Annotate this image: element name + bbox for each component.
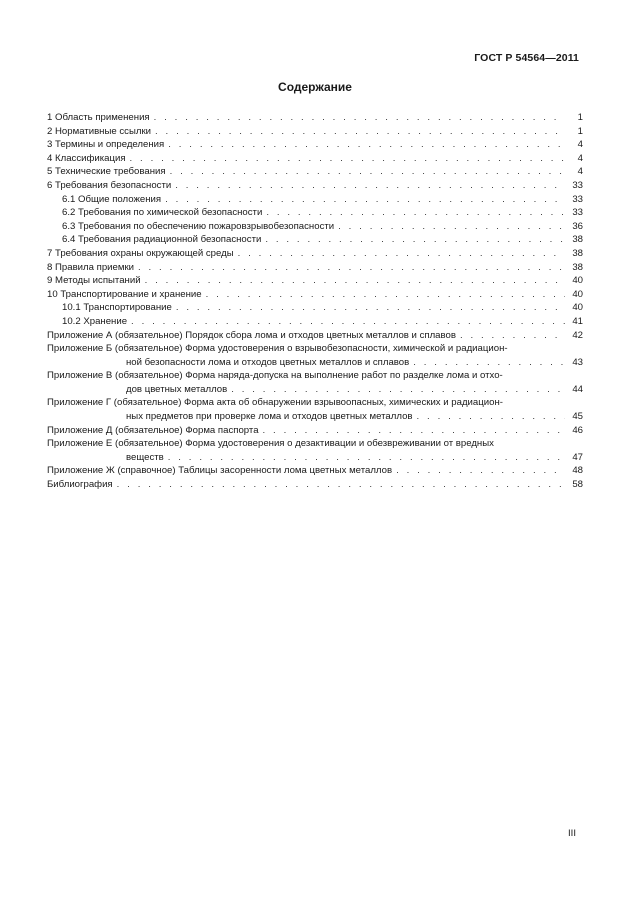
toc-entry-label: Библиография [47, 479, 113, 491]
leader-dots [138, 261, 565, 275]
toc-entry-page: 4 [577, 139, 583, 151]
toc-entry[interactable] [47, 369, 583, 383]
toc-entry-label: 6.3 Требования по обеспечению пожаровзрывобезопасности [62, 220, 335, 232]
toc-subentry[interactable] [47, 315, 583, 329]
toc-entry-page: 40 [572, 288, 583, 300]
toc-entry-page: 33 [572, 207, 583, 219]
page-number: III [568, 828, 576, 839]
toc-entry-page: 48 [572, 465, 583, 477]
table-of-contents [47, 111, 583, 492]
toc-entry[interactable] [47, 179, 583, 193]
toc-entry-page: 1 [577, 125, 583, 137]
toc-entry-continuation[interactable] [47, 451, 583, 465]
leader-dots [165, 193, 565, 207]
toc-entry-label: Приложение Г (обязательное) Форма акта об обнаружении взрывоопасных, химических и радиацион- [47, 397, 503, 409]
toc-entry-page: 44 [572, 383, 583, 395]
toc-entry-page: 4 [577, 152, 583, 164]
toc-entry[interactable] [47, 274, 583, 288]
toc-entry[interactable] [47, 165, 583, 179]
toc-subentry[interactable] [47, 220, 583, 234]
toc-entry-continuation[interactable] [47, 410, 583, 424]
toc-entry-label: Приложение Е (обязательное) Форма удостоверения о дезактивации и обезвреживании от вредных [47, 438, 494, 450]
toc-entry-label: 8 Правила приемки [47, 261, 134, 273]
toc-entry-page: 33 [572, 193, 583, 205]
toc-entry-page: 33 [572, 179, 583, 191]
toc-entry[interactable] [47, 424, 583, 438]
leader-dots [338, 220, 565, 234]
toc-entry-label: Приложение Ж (справочное) Таблицы засоренности лома цветных металлов [47, 465, 393, 477]
toc-entry-page: 38 [572, 247, 583, 259]
toc-entry-label: 10.2 Хранение [62, 315, 128, 327]
toc-entry-label-continuation: ных предметов при проверке лома и отходов цветных металлов [126, 411, 413, 423]
toc-entry-label: 1 Область применения [47, 112, 150, 123]
leader-dots [175, 179, 565, 193]
toc-entry-page: 38 [572, 234, 583, 246]
toc-entry-label: 6.2 Требования по химической безопасности [62, 207, 263, 219]
toc-entry-label: 2 Нормативные ссылки [47, 125, 152, 137]
toc-entry-label: Приложение Б (обязательное) Форма удостоверения о взрывобезопасности, химической и радиацион- [47, 343, 508, 355]
toc-entry-label: 6.4 Требования радиационной безопасности [62, 234, 262, 246]
toc-entry-label: Приложение В (обязательное) Форма наряда-допуска на выполнение работ по разделке лома и отхо- [47, 370, 503, 382]
leader-dots [263, 424, 565, 438]
toc-subentry[interactable] [47, 206, 583, 220]
toc-entry-label: 9 Методы испытаний [47, 275, 141, 287]
toc-entry[interactable] [47, 288, 583, 302]
toc-entry-page: 4 [577, 166, 583, 178]
leader-dots [168, 138, 565, 152]
toc-entry-label: 6.1 Общие положения [62, 193, 162, 205]
toc-entry-page: 58 [572, 479, 583, 491]
toc-entry-label: 10.1 Транспортирование [62, 302, 172, 314]
toc-entry-label: 3 Термины и определения [47, 139, 165, 151]
leader-dots [396, 464, 565, 478]
standard-code: ГОСТ Р 54564—2011 [474, 52, 579, 64]
leader-dots [413, 356, 565, 370]
toc-entry-page: 46 [572, 424, 583, 436]
leader-dots [206, 288, 565, 302]
toc-entry[interactable] [47, 437, 583, 451]
toc-entry-page: 42 [572, 329, 583, 341]
leader-dots [170, 165, 565, 179]
toc-entry[interactable] [47, 138, 583, 152]
toc-entry[interactable] [47, 478, 583, 492]
toc-entry[interactable] [47, 111, 583, 125]
toc-entry-label: Приложение А (обязательное) Порядок сбора лома и отходов цветных металлов и сплавов [47, 329, 456, 341]
toc-entry-continuation[interactable] [47, 356, 583, 370]
leader-dots [231, 383, 565, 397]
leader-dots [168, 451, 565, 465]
toc-entry[interactable] [47, 396, 583, 410]
toc-entry[interactable] [47, 329, 583, 343]
leader-dots [154, 111, 565, 125]
toc-entry-label: 4 Классификация [47, 152, 126, 164]
toc-entry-page: 40 [572, 302, 583, 314]
page-title: Содержание [278, 80, 352, 94]
leader-dots [265, 233, 565, 247]
toc-subentry[interactable] [47, 233, 583, 247]
toc-entry-continuation[interactable] [47, 383, 583, 397]
toc-entry[interactable] [47, 125, 583, 139]
toc-entry-label-continuation: ной безопасности лома и отходов цветных металлов и сплавов [126, 356, 410, 368]
toc-entry[interactable] [47, 152, 583, 166]
leader-dots [417, 410, 565, 424]
leader-dots [460, 329, 565, 343]
toc-entry-label-continuation: дов цветных металлов [126, 383, 228, 395]
toc-entry-label: 7 Требования охраны окружающей среды [47, 247, 234, 259]
toc-entry-label: Приложение Д (обязательное) Форма паспорта [47, 424, 259, 436]
leader-dots [131, 315, 565, 329]
toc-entry[interactable] [47, 464, 583, 478]
leader-dots [145, 274, 565, 288]
leader-dots [155, 125, 565, 139]
toc-entry-page: 40 [572, 275, 583, 287]
leader-dots [266, 206, 565, 220]
toc-subentry[interactable] [47, 301, 583, 315]
toc-entry[interactable] [47, 247, 583, 261]
leader-dots [238, 247, 565, 261]
toc-entry-page: 47 [572, 451, 583, 463]
toc-subentry[interactable] [47, 193, 583, 207]
toc-entry-label: 6 Требования безопасности [47, 179, 172, 191]
leader-dots [117, 478, 565, 492]
toc-entry-label: 10 Транспортирование и хранение [47, 288, 202, 300]
toc-entry-page: 38 [572, 261, 583, 273]
toc-entry-page: 41 [572, 315, 583, 327]
toc-entry-page: 36 [572, 220, 583, 232]
toc-entry-label-continuation: веществ [126, 451, 164, 463]
leader-dots [176, 301, 565, 315]
leader-dots [130, 152, 565, 166]
toc-entry-page: 45 [572, 411, 583, 423]
toc-entry[interactable] [47, 342, 583, 356]
toc-entry-page: 1 [577, 112, 583, 123]
toc-entry-page: 43 [572, 356, 583, 368]
toc-entry[interactable] [47, 261, 583, 275]
toc-entry-label: 5 Технические требования [47, 166, 166, 178]
